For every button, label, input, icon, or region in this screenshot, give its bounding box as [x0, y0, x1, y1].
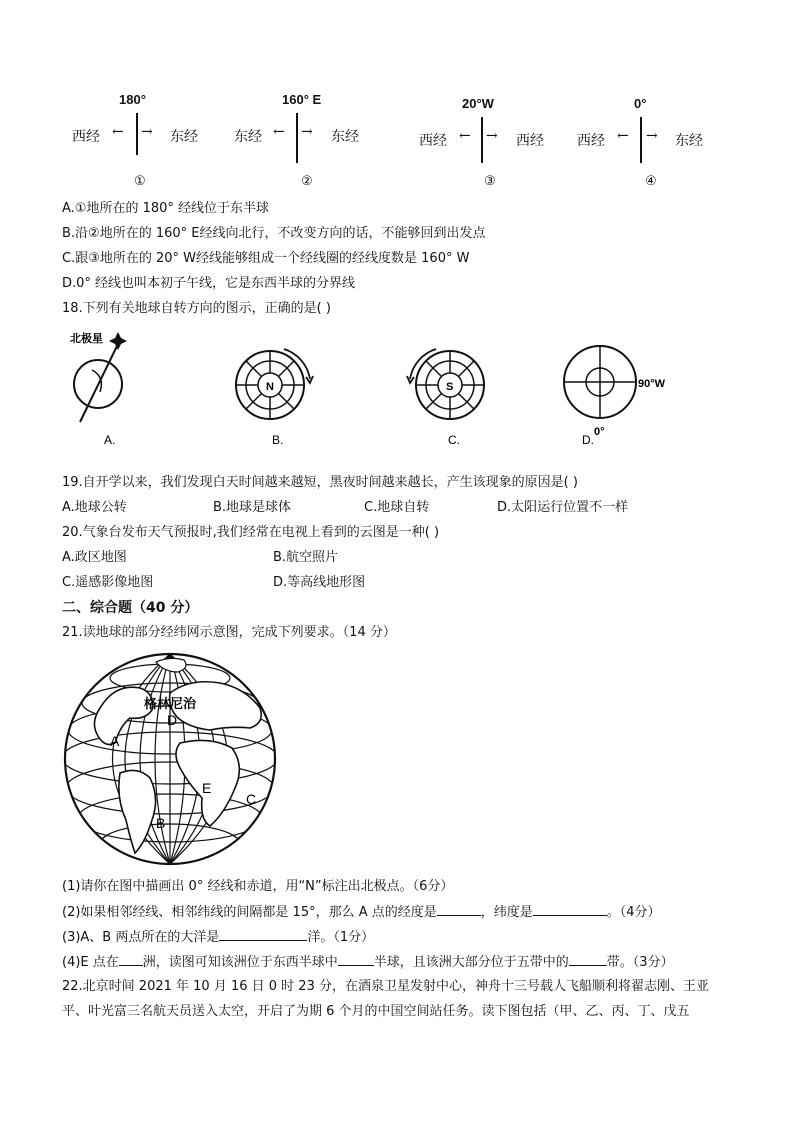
polaris-label: 北极星 — [70, 333, 103, 345]
globe-point-c: C — [246, 791, 257, 807]
q18-option-b-label: B. — [272, 433, 284, 447]
fig1-number: ① — [134, 174, 146, 189]
q20-option-a: A.政区地图 — [62, 550, 127, 565]
q21-part-4-text-b: 洲，读图可知该洲位于东西半球中 — [142, 955, 338, 970]
q18-figure-b — [236, 349, 313, 419]
fig1-right-arrow: → — [141, 124, 153, 140]
q21-part-4 — [62, 953, 674, 972]
q21-stem: 21.读地球的部分经纬网示意图，完成下列要求。（14 分） — [62, 625, 396, 640]
fig1-top-label: 180° — [119, 92, 146, 107]
q21-part-4-text-c: 半球，且该洲大部分位于五带中的 — [373, 955, 569, 970]
answer-blank-a-latitude[interactable] — [533, 903, 607, 916]
fig4-left-label: 西经 — [577, 133, 605, 149]
fig2-number: ② — [301, 174, 313, 189]
globe-point-d: D — [167, 712, 178, 728]
answer-blank-a-longitude[interactable] — [437, 903, 481, 916]
q21-part-3-text-a: (3)A、B 两点所在的大洋是 — [62, 930, 220, 945]
q17-option-b: B.沿②地所在的 160° E经线向北行，不改变方向的话，不能够回到出发点 — [62, 226, 486, 241]
q19-option-d: D.太阳运行位置不一样 — [497, 500, 629, 515]
answer-blank-continent[interactable] — [119, 953, 143, 966]
q19-option-a: A.地球公转 — [62, 500, 127, 515]
q18-option-a-label: A. — [104, 433, 116, 447]
q18-figure-d — [564, 346, 666, 438]
q19-stem: 19.自开学以来，我们发现白天时间越来越短，黑夜时间越来越长，产生该现象的原因是( ) — [62, 475, 578, 490]
q18-figures — [60, 322, 710, 447]
fig1-left-arrow: ← — [112, 124, 124, 140]
fig4-top-label: 0° — [634, 96, 647, 111]
q20-stem: 20.气象台发布天气预报时,我们经常在电视上看到的云图是一种( ) — [62, 525, 440, 540]
q21-part-2 — [62, 903, 661, 922]
fig4-left-arrow: ← — [617, 128, 629, 144]
fig2-right-label: 东经 — [331, 129, 359, 145]
q21-part-2-text-c: 。（4分） — [606, 905, 661, 920]
fig2-top-label: 160° E — [282, 92, 322, 107]
fig2-right-arrow: → — [301, 124, 313, 140]
label-90w: 90°W — [638, 378, 666, 390]
fig1-meridian — [136, 113, 138, 155]
earth-axis-line — [80, 344, 118, 422]
fig3-meridian — [481, 117, 483, 163]
polaris-star-icon — [109, 332, 127, 350]
fig4-number: ④ — [645, 174, 657, 189]
q21-part-2-text-a: (2)如果相邻经线、相邻纬线的间隔都是 15°，那么 A 点的经度是 — [62, 905, 437, 920]
section-2-heading: 二、综合题（40 分） — [62, 600, 199, 616]
fig1-left-label: 西经 — [72, 129, 100, 145]
q21-part-3-text-b: 洋。（1分） — [307, 930, 375, 945]
fig4-right-label: 东经 — [675, 133, 703, 149]
answer-blank-ocean[interactable] — [219, 928, 307, 941]
fig3-right-arrow: → — [486, 128, 498, 144]
q21-part-1: (1)请你在图中描画出 0° 经线和赤道，用“N”标注出北极点。（6分） — [62, 879, 454, 894]
fig3-number: ③ — [484, 174, 496, 189]
q20-option-b: B.航空照片 — [273, 550, 339, 565]
q18-stem: 18.下列有关地球自转方向的图示，正确的是( ) — [62, 301, 331, 316]
q21-part-2-text-b: ，纬度是 — [480, 905, 533, 920]
q17-option-a: A.①地所在的 180° 经线位于东半球 — [62, 201, 270, 216]
q18-option-d-label: D. — [582, 433, 594, 447]
globe-point-b: B — [156, 815, 166, 831]
fig2-meridian — [296, 113, 298, 163]
answer-blank-zone[interactable] — [569, 953, 607, 966]
fig3-left-label: 西经 — [419, 133, 447, 149]
q22-line-1: 22.北京时间 2021 年 10 月 16 日 0 时 23 分，在酒泉卫星发射中心，神舟十三号载人飞船顺利将翟志刚、王亚 — [62, 979, 709, 994]
q20-option-c: C.遥感影像地图 — [62, 575, 154, 590]
fig3-right-label: 西经 — [516, 133, 544, 149]
q21-part-3 — [62, 928, 374, 947]
fig4-right-arrow: → — [646, 128, 658, 144]
south-pole-label: S — [446, 381, 454, 393]
fig2-left-arrow: ← — [273, 124, 285, 140]
q18-figure-c — [407, 349, 484, 419]
globe-text-greenwich: 格林尼治 — [144, 696, 197, 711]
q17-option-c: C.跟③地所在的 20° W经线能够组成一个经线圈的经线度数是 160° W — [62, 251, 470, 266]
q18-figure-a — [70, 331, 127, 422]
north-pole-label: N — [266, 381, 274, 393]
q20-option-d: D.等高线地形图 — [273, 575, 366, 590]
q17-option-d: D.0° 经线也叫本初子午线，它是东西半球的分界线 — [62, 276, 356, 291]
fig3-left-arrow: ← — [459, 128, 471, 144]
fig4-meridian — [640, 117, 642, 163]
globe-point-e: E — [202, 780, 212, 796]
label-0-degree: 0° — [594, 426, 605, 438]
q21-globe — [60, 648, 280, 870]
fig2-left-label: 东经 — [234, 129, 262, 145]
answer-blank-hemisphere[interactable] — [338, 953, 374, 966]
q18-option-c-label: C. — [448, 433, 460, 447]
q22-line-2: 平、叶光富三名航天员送入太空，开启了为期 6 个月的中国空间站任务。读下图包括（甲、乙、丙、丁、戊五 — [62, 1004, 690, 1019]
fig3-top-label: 20°W — [462, 96, 494, 111]
q21-part-4-text-a: (4)E 点在 — [62, 955, 119, 970]
globe-point-a: A — [110, 733, 120, 749]
fig1-right-label: 东经 — [170, 129, 198, 145]
q21-part-4-text-d: 带。（3分） — [606, 955, 674, 970]
q19-option-b: B.地球是球体 — [213, 500, 292, 515]
q19-option-c: C.地球自转 — [364, 500, 430, 515]
